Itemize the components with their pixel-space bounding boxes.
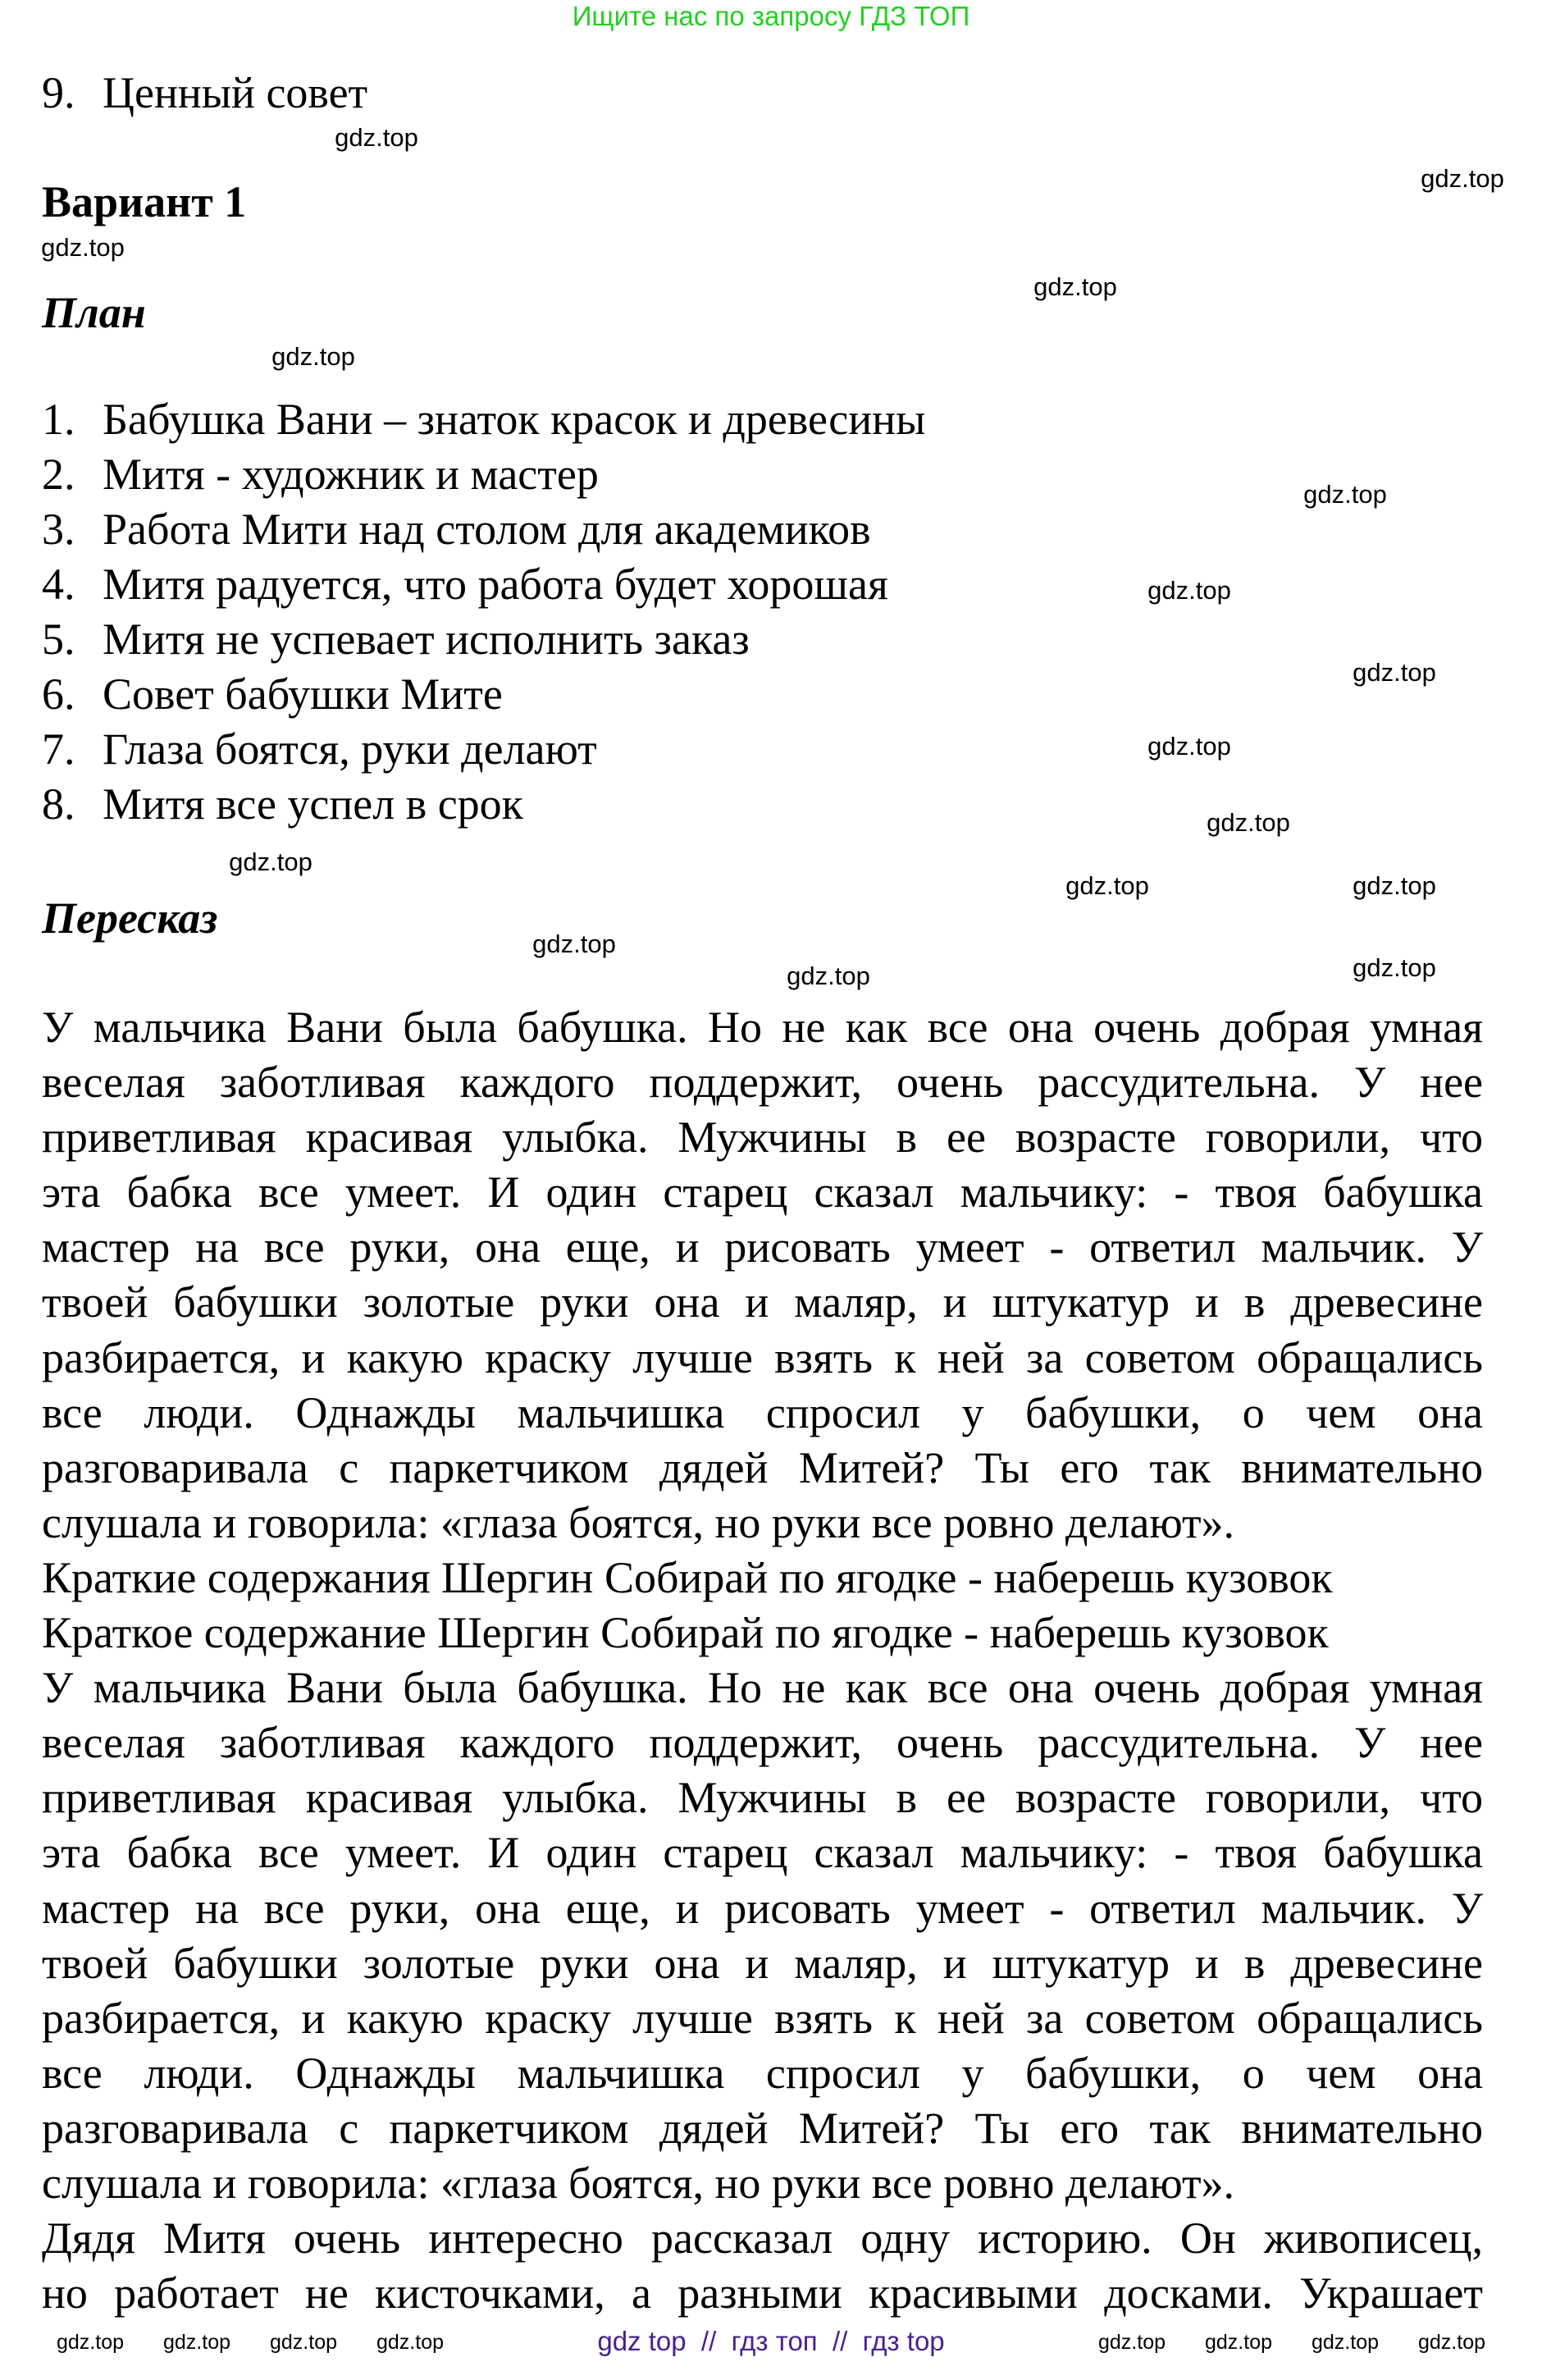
exercise-title (42, 66, 367, 120)
plan-item-text: Митя радуется, что работа будет хорошая (103, 560, 888, 609)
text-line: все люди. Однажды мальчишка спросил у бабушки, о чем она (42, 1387, 1483, 1437)
footer-links[interactable]: gdz top // гдз топ // гдз top (597, 2326, 945, 2356)
watermark: gdz.top (229, 847, 313, 876)
text-line: твоей бабушки золотые руки она и маляр, и штукатур и в древесине (42, 1938, 1483, 1988)
text-line: слушала и говорила: «глаза боятся, но руки все ровно делают». (42, 2158, 1235, 2208)
text-line: У мальчика Вани была бабушка. Но не как все она очень добрая умная (42, 1663, 1483, 1713)
text-line: мастер на все руки, она еще, и рисовать умеет - ответил мальчик. У (42, 1883, 1483, 1933)
plan-item (42, 392, 925, 447)
watermark: gdz.top (1311, 2331, 1380, 2354)
plan-item-text: Работа Мити над столом для академиков (103, 505, 871, 554)
plan-heading: План (42, 288, 146, 337)
watermark: gdz.top (1033, 272, 1117, 301)
plan-item-number: 7. (42, 724, 75, 774)
watermark: gdz.top (41, 233, 125, 262)
text-line: разбирается, и какую краску лучше взять к ней за советом обращались (42, 1332, 1483, 1382)
watermark: gdz.top (1147, 732, 1231, 761)
plan-item-number: 6. (42, 669, 75, 719)
text-line: мастер на все руки, она еще, и рисовать умеет - ответил мальчик. У (42, 1222, 1483, 1272)
plan-item (42, 447, 599, 502)
watermark: gdz.top (271, 342, 355, 371)
text-line: Краткое содержание Шергин Собирай по ягодке - наберешь кузовок (42, 1608, 1329, 1658)
plan-item-number: 5. (42, 614, 75, 664)
watermark: gdz.top (1353, 871, 1436, 900)
watermark: gdz.top (335, 123, 418, 152)
watermark: gdz.top (1353, 953, 1436, 982)
plan-item (42, 502, 871, 557)
watermark: gdz.top (1204, 2331, 1273, 2354)
watermark: gdz.top (1097, 2331, 1166, 2354)
plan-item-text: Митя не успевает исполнить заказ (103, 614, 750, 664)
text-line: разговаривала с паркетчиком дядей Митей? Ты его так внимательно (42, 2103, 1483, 2153)
watermark: gdz.top (56, 2331, 125, 2354)
exercise-number: 9. (42, 68, 75, 117)
watermark: gdz.top (1421, 164, 1504, 193)
text-line: Краткие содержания Шергин Собирай по ягодке - наберешь кузовок (42, 1552, 1333, 1602)
exercise-title-text: Ценный совет (103, 68, 368, 117)
retelling-text (42, 1000, 1483, 2321)
plan-item (42, 557, 888, 612)
watermark: gdz.top (1147, 576, 1231, 605)
plan-item-number: 3. (42, 505, 75, 554)
promo-header[interactable]: Ищите нас по запросу ГДЗ ТОП (572, 1, 970, 31)
watermark: gdz.top (269, 2331, 338, 2354)
text-line: разговаривала с паркетчиком дядей Митей? Ты его так внимательно (42, 1442, 1483, 1492)
text-line: разбирается, и какую краску лучше взять к ней за советом обращались (42, 1993, 1483, 2043)
text-line: веселая заботливая каждого поддержит, очень рассудительна. У нее (42, 1058, 1483, 1108)
text-line: все люди. Однажды мальчишка спросил у бабушки, о чем она (42, 2048, 1483, 2098)
watermark: gdz.top (1207, 808, 1290, 837)
text-line: приветливая красивая улыбка. Мужчины в ее возрасте говорили, что (42, 1773, 1483, 1823)
text-line: веселая заботливая каждого поддержит, очень рассудительна. У нее (42, 1718, 1483, 1768)
plan-item-text: Совет бабушки Мите (103, 669, 503, 719)
text-line: твоей бабушки золотые руки она и маляр, и штукатур и в древесине (42, 1277, 1483, 1327)
text-line: эта бабка все умеет. И один старец сказал мальчику: - твоя бабушка (42, 1828, 1483, 1878)
plan-item (42, 777, 523, 832)
variant-heading: Вариант 1 (42, 177, 247, 226)
plan-item-number: 1. (42, 395, 75, 444)
plan-list (42, 392, 925, 832)
plan-item-text: Глаза боятся, руки делают (103, 724, 597, 774)
watermark: gdz.top (376, 2331, 445, 2354)
retelling-heading: Пересказ (42, 893, 218, 943)
text-line: слушала и говорила: «глаза боятся, но руки все ровно делают». (42, 1497, 1235, 1547)
watermark: gdz.top (1417, 2331, 1486, 2354)
text-line: приветливая красивая улыбка. Мужчины в ее возрасте говорили, что (42, 1112, 1483, 1163)
text-line: эта бабка все умеет. И один старец сказал мальчику: - твоя бабушка (42, 1167, 1483, 1217)
watermark: gdz.top (1303, 480, 1387, 509)
plan-item-text: Бабушка Вани – знаток красок и древесины (103, 395, 926, 444)
plan-item-number: 8. (42, 779, 75, 829)
text-line: У мальчика Вани была бабушка. Но не как все она очень добрая умная (42, 1003, 1483, 1052)
plan-item-text: Митя - художник и мастер (103, 450, 599, 499)
watermark: gdz.top (1065, 871, 1149, 900)
plan-item (42, 667, 503, 722)
plan-item-text: Митя все успел в срок (103, 779, 523, 829)
watermark: gdz.top (532, 930, 616, 958)
plan-item-number: 4. (42, 560, 75, 609)
plan-item (42, 612, 750, 667)
watermark: gdz.top (787, 962, 870, 990)
text-line: но работает не кисточками, а разными красивыми досками. Украшает (42, 2268, 1483, 2318)
text-line: Дядя Митя очень интересно рассказал одну историю. Он живописец, (42, 2213, 1483, 2264)
watermark: gdz.top (162, 2331, 231, 2354)
plan-item (42, 722, 597, 777)
watermark: gdz.top (1353, 658, 1436, 687)
plan-item-number: 2. (42, 450, 75, 499)
